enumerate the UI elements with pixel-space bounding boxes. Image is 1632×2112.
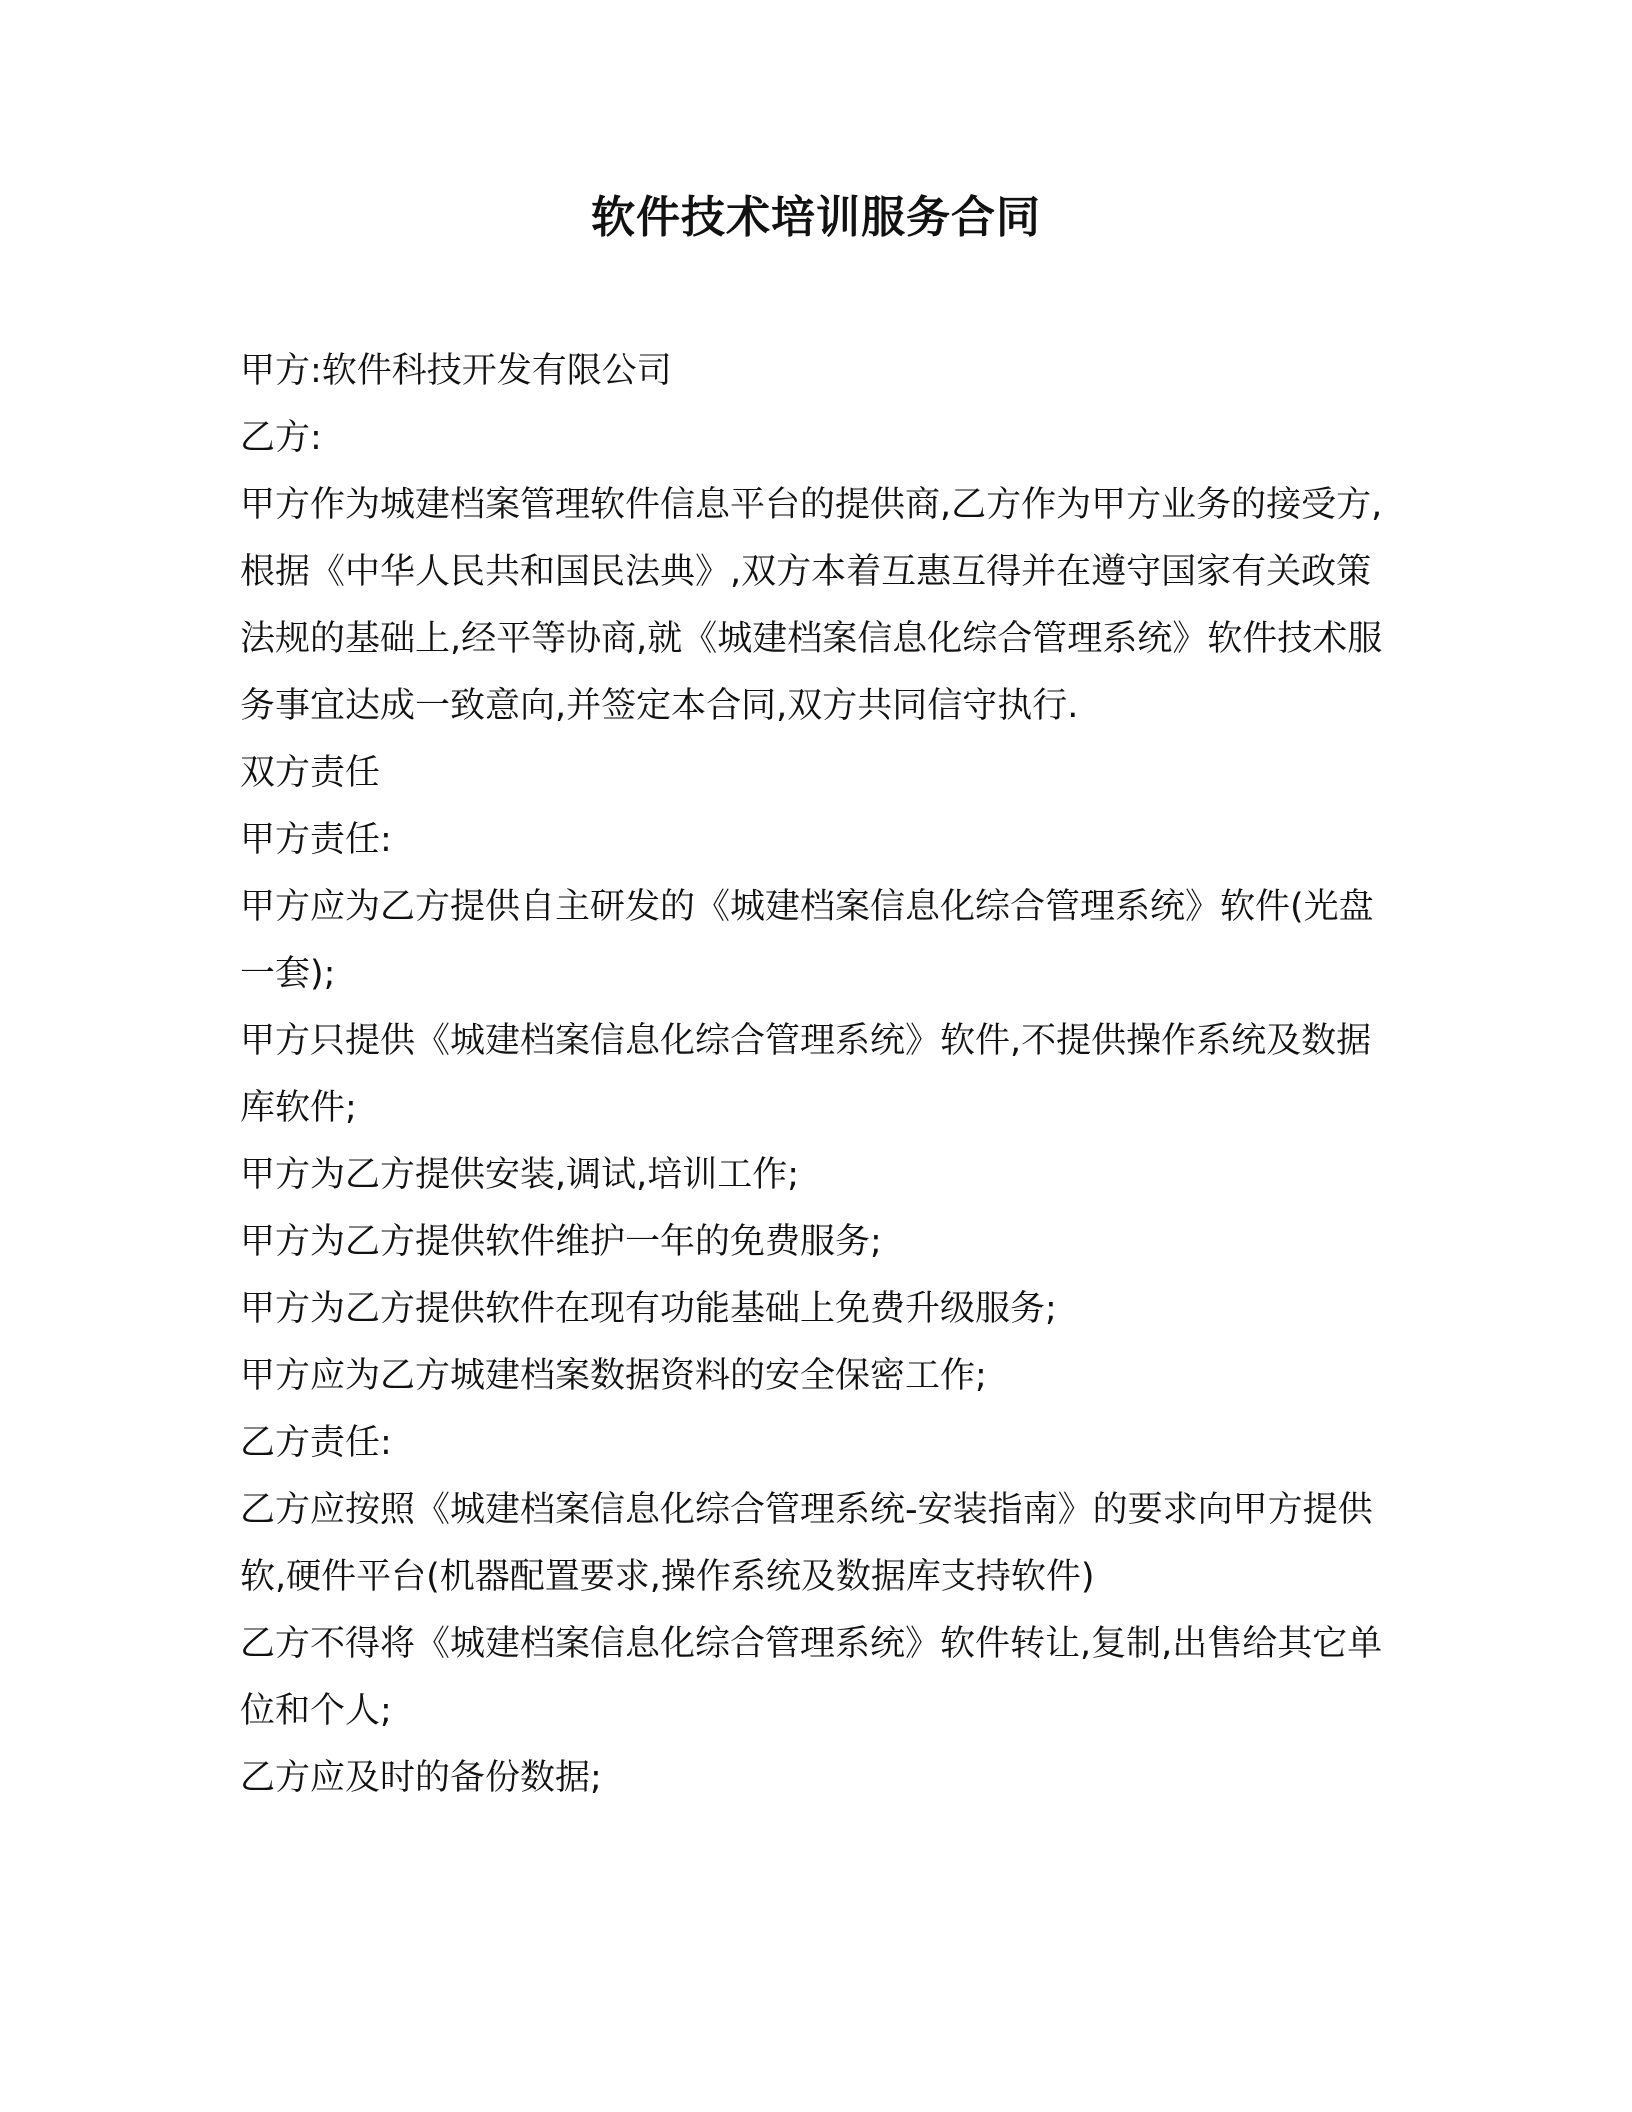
- party-b-line: 乙方:: [240, 418, 322, 458]
- party-b-duties-heading: 乙方责任:: [240, 1423, 392, 1463]
- document-body: [240, 338, 1390, 1812]
- preamble-paragraph: 甲方作为城建档案管理软件信息平台的提供商,乙方作为甲方业务的接受方,根据《中华人民共和国民法典》,双方本着互惠互得并在遵守国家有关政策法规的基础上,经平等协商,就《城建档案信息化综合管理系统》软件技术服务事宜达成一致意向,并签定本合同,双方共同信守执行.: [240, 485, 1383, 726]
- party-a-duty-item: 甲方应为乙方提供自主研发的《城建档案信息化综合管理系统》软件(光盘一套);: [240, 887, 1374, 994]
- party-a-line: 甲方:软件科技开发有限公司: [240, 351, 672, 391]
- party-a-duty-item: 甲方只提供《城建档案信息化综合管理系统》软件,不提供操作系统及数据库软件;: [240, 1021, 1372, 1128]
- party-b-duty-item: 乙方应按照《城建档案信息化综合管理系统-安装指南》的要求向甲方提供软,硬件平台(机器配置要求,操作系统及数据库支持软件): [240, 1490, 1373, 1597]
- party-a-duty-item: 甲方为乙方提供软件在现有功能基础上免费升级服务;: [240, 1289, 1057, 1329]
- party-a-duty-item: 甲方为乙方提供安装,调试,培训工作;: [240, 1155, 800, 1195]
- party-b-duty-item: 乙方应及时的备份数据;: [240, 1758, 602, 1798]
- party-b-duty-item: 乙方不得将《城建档案信息化综合管理系统》软件转让,复制,出售给其它单位和个人;: [240, 1624, 1383, 1731]
- party-a-duty-item: 甲方为乙方提供软件维护一年的免费服务;: [240, 1222, 882, 1262]
- party-a-duties-heading: 甲方责任:: [240, 820, 392, 860]
- party-a-duty-item: 甲方应为乙方城建档案数据资料的安全保密工作;: [240, 1356, 987, 1396]
- document-title: 软件技术培训服务合同: [591, 192, 1041, 243]
- section-heading: 双方责任: [240, 753, 381, 793]
